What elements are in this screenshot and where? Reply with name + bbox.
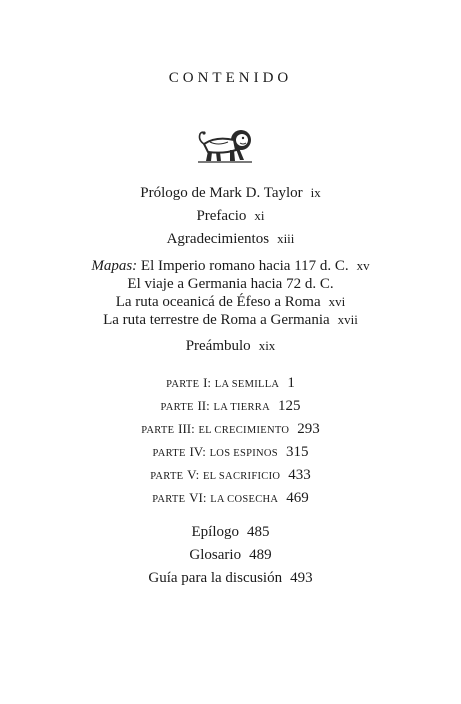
toc-entry-part-2: PARTE II: LA TIERRA 125 xyxy=(160,398,301,414)
toc-entry-preambulo: Preámbulo xix xyxy=(185,338,276,354)
toc-entry-prologo: Prólogo de Mark D. Taylor ix xyxy=(140,185,321,201)
toc-entry-part-4: PARTE IV: LOS ESPINOS 315 xyxy=(152,444,309,460)
toc-entry-glosario: Glosario 489 xyxy=(189,547,272,563)
page-title: CONTENIDO xyxy=(168,70,293,86)
toc-entry-part-6: PARTE VI: LA COSECHA 469 xyxy=(152,490,309,506)
toc-entry-guia: Guía para la discusión 493 xyxy=(148,570,313,586)
toc-entry-map-3: La ruta oceanicá de Éfeso a Roma xvi xyxy=(115,294,346,310)
toc-entry-epilogo: Epílogo 485 xyxy=(191,524,270,540)
toc-entry-map-2: El viaje a Germania hacia 72 d. C. xyxy=(127,276,334,292)
toc-entry-prefacio: Prefacio xi xyxy=(196,208,265,224)
toc-entry-map-4: La ruta terrestre de Roma a Germania xvii xyxy=(103,312,358,328)
toc-entry-map-1: Mapas: El Imperio romano hacia 117 d. C. xv xyxy=(91,258,370,274)
lion-icon xyxy=(196,124,254,166)
toc-entry-part-1: PARTE I: LA SEMILLA 1 xyxy=(166,375,295,391)
toc-entry-part-3: PARTE III: EL CRECIMIENTO 293 xyxy=(141,421,320,437)
toc-entry-part-5: PARTE V: EL SACRIFICIO 433 xyxy=(150,467,311,483)
toc-entry-agradecimientos: Agradecimientos xiii xyxy=(166,231,295,247)
